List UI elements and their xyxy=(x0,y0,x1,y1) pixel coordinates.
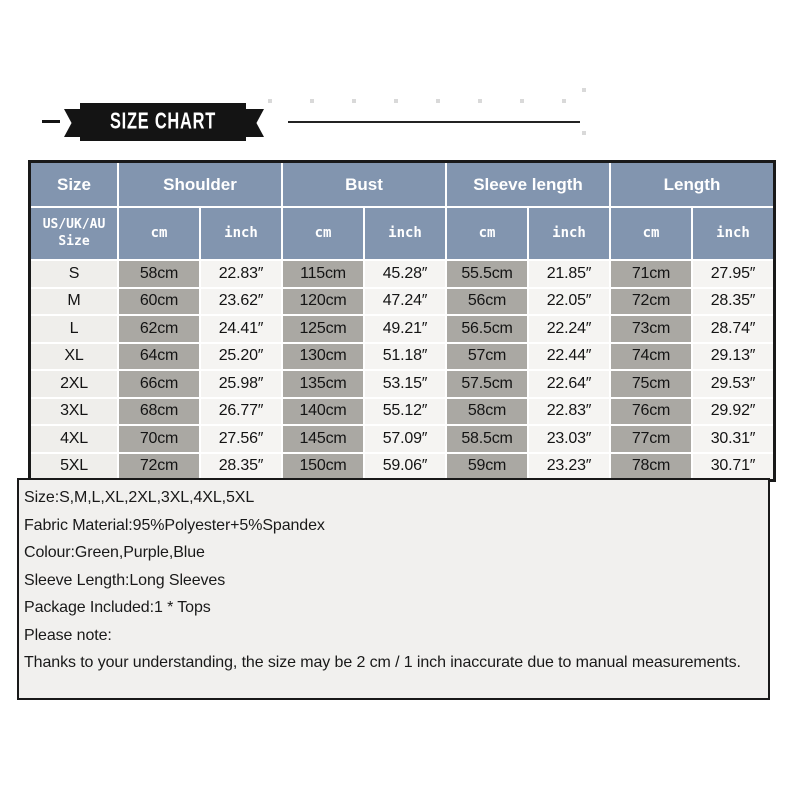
unit-header-inch: inch xyxy=(365,208,445,259)
cm-value-cell: 120cm xyxy=(283,289,363,315)
cm-value-cell: 71cm xyxy=(611,261,691,287)
cm-value-cell: 58cm xyxy=(119,261,199,287)
cm-value-cell: 125cm xyxy=(283,316,363,342)
cm-value-cell: 70cm xyxy=(119,426,199,452)
inch-value-cell: 59.06″ xyxy=(365,454,445,480)
cm-value-cell: 76cm xyxy=(611,399,691,425)
inch-value-cell: 28.35″ xyxy=(693,289,773,315)
cm-value-cell: 57.5cm xyxy=(447,371,527,397)
subheader-size: US/UK/AU Size xyxy=(31,208,117,259)
cm-value-cell: 130cm xyxy=(283,344,363,370)
cm-value-cell: 64cm xyxy=(119,344,199,370)
col-header-size: Size xyxy=(31,163,117,206)
inch-value-cell: 24.41″ xyxy=(201,316,281,342)
note-colour: Colour:Green,Purple,Blue xyxy=(24,544,205,561)
inch-value-cell: 28.74″ xyxy=(693,316,773,342)
inch-value-cell: 22.05″ xyxy=(529,289,609,315)
unit-header-cm: cm xyxy=(447,208,527,259)
cm-value-cell: 78cm xyxy=(611,454,691,480)
cm-value-cell: 59cm xyxy=(447,454,527,480)
inch-value-cell: 23.03″ xyxy=(529,426,609,452)
inch-value-cell: 26.77″ xyxy=(201,399,281,425)
cm-value-cell: 58cm xyxy=(447,399,527,425)
tick-mark xyxy=(436,99,440,103)
tick-mark xyxy=(520,99,524,103)
unit-header-inch: inch xyxy=(201,208,281,259)
tick-mark xyxy=(352,99,356,103)
inch-value-cell: 29.53″ xyxy=(693,371,773,397)
note-please-note: Please note: xyxy=(24,626,112,644)
cm-value-cell: 68cm xyxy=(119,399,199,425)
inch-value-cell: 25.98″ xyxy=(201,371,281,397)
inch-value-cell: 27.56″ xyxy=(201,426,281,452)
size-cell: L xyxy=(31,316,117,342)
cm-value-cell: 145cm xyxy=(283,426,363,452)
tick-mark xyxy=(478,99,482,103)
inch-value-cell: 49.21″ xyxy=(365,316,445,342)
banner-rule xyxy=(288,121,580,123)
size-chart-ribbon xyxy=(80,103,246,141)
note-disclaimer: Thanks to your understanding, the size may be 2 cm / 1 inch inaccurate due to manual measurements. xyxy=(24,654,741,671)
inch-value-cell: 22.24″ xyxy=(529,316,609,342)
size-cell: XL xyxy=(31,344,117,370)
product-notes-box xyxy=(17,478,770,700)
banner-left-dash xyxy=(42,120,60,123)
col-header-shoulder: Shoulder xyxy=(119,163,281,206)
unit-header-cm: cm xyxy=(283,208,363,259)
size-cell: S xyxy=(31,261,117,287)
inch-value-cell: 22.83″ xyxy=(529,399,609,425)
tick-mark xyxy=(310,99,314,103)
cm-value-cell: 135cm xyxy=(283,371,363,397)
cm-value-cell: 72cm xyxy=(119,454,199,480)
inch-value-cell: 28.35″ xyxy=(201,454,281,480)
cm-value-cell: 73cm xyxy=(611,316,691,342)
cm-value-cell: 62cm xyxy=(119,316,199,342)
col-header-length: Length xyxy=(611,163,773,206)
cm-value-cell: 72cm xyxy=(611,289,691,315)
size-table xyxy=(28,160,776,482)
inch-value-cell: 30.31″ xyxy=(693,426,773,452)
inch-value-cell: 22.64″ xyxy=(529,371,609,397)
size-cell: 4XL xyxy=(31,426,117,452)
inch-value-cell: 47.24″ xyxy=(365,289,445,315)
inch-value-cell: 23.23″ xyxy=(529,454,609,480)
inch-value-cell: 30.71″ xyxy=(693,454,773,480)
cm-value-cell: 77cm xyxy=(611,426,691,452)
cm-value-cell: 56.5cm xyxy=(447,316,527,342)
inch-value-cell: 29.92″ xyxy=(693,399,773,425)
inch-value-cell: 53.15″ xyxy=(365,371,445,397)
inch-value-cell: 57.09″ xyxy=(365,426,445,452)
col-header-bust: Bust xyxy=(283,163,445,206)
cm-value-cell: 56cm xyxy=(447,289,527,315)
inch-value-cell: 25.20″ xyxy=(201,344,281,370)
inch-value-cell: 22.83″ xyxy=(201,261,281,287)
size-cell: 5XL xyxy=(31,454,117,480)
inch-value-cell: 51.18″ xyxy=(365,344,445,370)
banner-title: SIZE CHART xyxy=(109,109,217,134)
cm-value-cell: 57cm xyxy=(447,344,527,370)
ribbon-tail-right-icon xyxy=(246,109,264,137)
note-sizes: Size:S,M,L,XL,2XL,3XL,4XL,5XL xyxy=(24,489,255,506)
cm-value-cell: 150cm xyxy=(283,454,363,480)
size-cell: M xyxy=(31,289,117,315)
inch-value-cell: 29.13″ xyxy=(693,344,773,370)
tick-mark xyxy=(268,99,272,103)
note-package: Package Included:1 * Tops xyxy=(24,599,211,616)
cm-value-cell: 140cm xyxy=(283,399,363,425)
inch-value-cell: 45.28″ xyxy=(365,261,445,287)
note-fabric: Fabric Material:95%Polyester+5%Spandex xyxy=(24,516,325,534)
cm-value-cell: 66cm xyxy=(119,371,199,397)
unit-header-cm: cm xyxy=(119,208,199,259)
unit-header-cm: cm xyxy=(611,208,691,259)
col-header-sleeve-length: Sleeve length xyxy=(447,163,609,206)
size-cell: 3XL xyxy=(31,399,117,425)
note-sleeve-length: Sleeve Length:Long Sleeves xyxy=(24,571,226,589)
inch-value-cell: 55.12″ xyxy=(365,399,445,425)
inch-value-cell: 22.44″ xyxy=(529,344,609,370)
cm-value-cell: 75cm xyxy=(611,371,691,397)
size-cell: 2XL xyxy=(31,371,117,397)
inch-value-cell: 27.95″ xyxy=(693,261,773,287)
tick-mark xyxy=(582,131,586,135)
tick-mark xyxy=(562,99,566,103)
cm-value-cell: 55.5cm xyxy=(447,261,527,287)
cm-value-cell: 58.5cm xyxy=(447,426,527,452)
inch-value-cell: 23.62″ xyxy=(201,289,281,315)
tick-mark xyxy=(582,88,586,92)
cm-value-cell: 60cm xyxy=(119,289,199,315)
inch-value-cell: 21.85″ xyxy=(529,261,609,287)
unit-header-inch: inch xyxy=(529,208,609,259)
tick-mark xyxy=(394,99,398,103)
unit-header-inch: inch xyxy=(693,208,773,259)
cm-value-cell: 74cm xyxy=(611,344,691,370)
cm-value-cell: 115cm xyxy=(283,261,363,287)
